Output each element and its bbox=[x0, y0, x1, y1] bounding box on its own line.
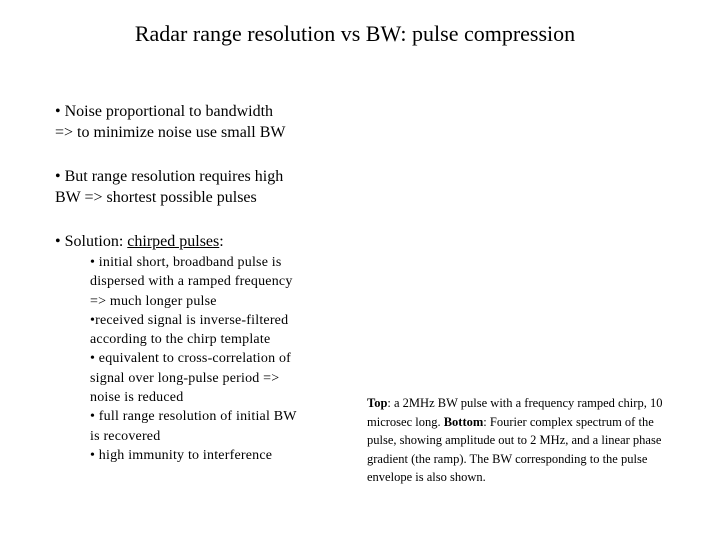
sub-line: => much longer pulse bbox=[90, 293, 217, 309]
sub-line: signal over long-pulse period => bbox=[90, 370, 280, 386]
bullet-solution-suffix: : bbox=[219, 233, 224, 250]
caption-top-label: Top bbox=[367, 396, 388, 410]
caption-bottom-text: : Fourier complex spectrum of the pulse, showing amplitude out to 2 MHz, and a linear phase gradient (the ramp). The BW corresponding to the pulse envelope is also shown. bbox=[367, 414, 662, 484]
caption-top-text: : a 2MHz BW pulse with a frequency ramped chirp, 10 microsec long. bbox=[367, 396, 663, 429]
chirped-pulses-link[interactable]: chirped pulses bbox=[127, 233, 220, 250]
slide-title: Radar range resolution vs BW: pulse compression bbox=[134, 21, 576, 46]
sub-line: according to the chirp template bbox=[90, 332, 271, 348]
bullet-noise-line1: • Noise proportional to bandwidth bbox=[55, 103, 274, 120]
bullet-range-line1: • But range resolution requires high bbox=[55, 168, 284, 185]
bullet-solution-prefix: • Solution: bbox=[55, 233, 128, 250]
bullet-range-resolution bbox=[55, 166, 335, 208]
bullet-solution bbox=[55, 231, 355, 252]
sub-line: •received signal is inverse-filtered bbox=[90, 312, 289, 328]
sub-line: is recovered bbox=[90, 428, 161, 444]
sub-line: • full range resolution of initial BW bbox=[90, 409, 297, 425]
figure-caption bbox=[367, 394, 667, 487]
bullet-range-line2: BW => shortest possible pulses bbox=[55, 189, 257, 206]
sub-line: • equivalent to cross-correlation of bbox=[90, 351, 292, 367]
solution-sub-bullets bbox=[90, 253, 335, 465]
caption-bottom-label: Bottom bbox=[443, 414, 484, 429]
sub-line: • high immunity to interference bbox=[90, 447, 273, 463]
sub-line: noise is reduced bbox=[90, 390, 184, 406]
sub-line: • initial short, broadband pulse is bbox=[90, 255, 282, 270]
sub-line: dispersed with a ramped frequency bbox=[90, 274, 293, 290]
bullet-noise-line2: => to minimize noise use small BW bbox=[55, 124, 286, 141]
bullet-noise bbox=[55, 101, 335, 143]
